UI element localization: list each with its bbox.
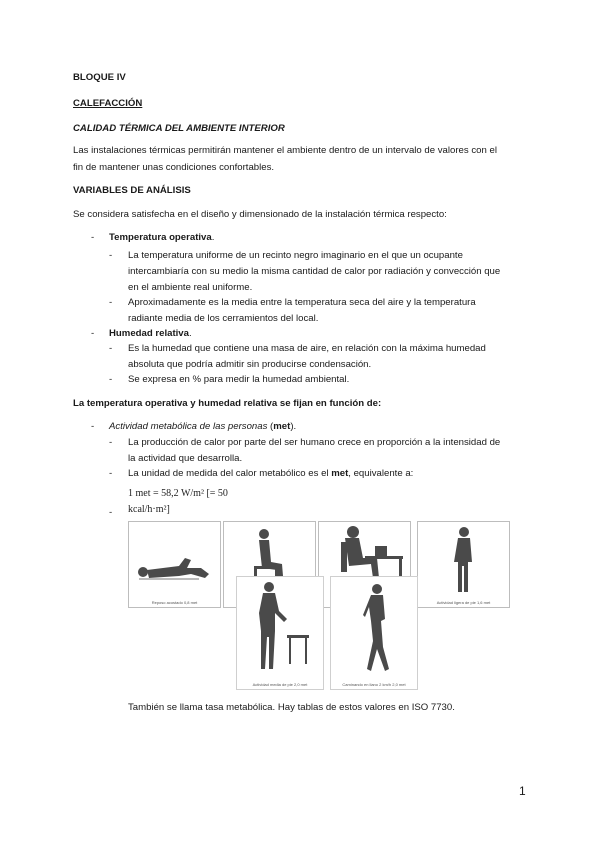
page-number: 1	[519, 784, 526, 798]
temp-op-label: Temperatura operativa	[109, 232, 212, 243]
figure-walking	[330, 576, 418, 690]
humidity-sub1-l2: absoluta que podría admitir sin producirse condensación.	[128, 359, 372, 370]
humidity-sub1-l1: Es la humedad que contiene una masa de aire, en relación con la máxima humedad	[128, 343, 486, 354]
bullet-dash: -	[91, 232, 95, 243]
met-label: Actividad metabólica de las personas	[109, 421, 268, 432]
bullet-dash: -	[109, 297, 113, 308]
standing-person-icon	[418, 522, 509, 607]
bullet-dash: -	[109, 343, 113, 354]
figure-working-standing	[236, 576, 324, 690]
variables-heading: VARIABLES DE ANÁLISIS	[73, 185, 191, 196]
bullet-dash: -	[91, 421, 95, 432]
temp-op-sub1-l3: en el ambiente real uniforme.	[128, 282, 253, 293]
bullet-dash: -	[109, 437, 113, 448]
temp-op-item: Temperatura operativa.	[109, 232, 215, 243]
block-title: BLOQUE IV	[73, 72, 126, 83]
met-sub1-l1: La producción de calor por parte del ser humano crece en proporción a la intensidad de	[128, 437, 501, 448]
intro-line-2: fin de mantener unas condiciones confortables.	[73, 162, 275, 173]
temp-op-sub2-l1: Aproximadamente es la media entre la temperatura seca del aire y la temperatura	[128, 297, 476, 308]
bullet-dash: -	[109, 507, 113, 518]
figure-standing	[417, 521, 510, 608]
met-item: Actividad metabólica de las personas (met).	[109, 421, 297, 432]
temp-op-sub2-l2: radiante media de los cerramientos del local.	[128, 313, 319, 324]
met-footer: También se llama tasa metabólica. Hay tablas de estos valores en ISO 7730.	[128, 702, 455, 713]
working-standing-icon	[237, 577, 323, 689]
bullet-dash: -	[109, 468, 113, 479]
humidity-label: Humedad relativa	[109, 328, 189, 339]
variables-intro: Se considera satisfecha en el diseño y dimensionado de la instalación térmica respecto:	[73, 209, 447, 220]
figure-caption: Actividad ligera de pie 1,6 met	[436, 600, 491, 605]
met-formula: 1 met = 58,2 W/m² [= 50 kcal/h·m²]	[128, 488, 228, 515]
temp-op-sub1-l2: intercambiaría con su medio la misma cantidad de calor por radiación y convección que	[128, 266, 501, 277]
fixed-heading: La temperatura operativa y humedad relativa se fijan en función de:	[73, 398, 382, 409]
figure-lying	[128, 521, 221, 608]
subsection-title: CALIDAD TÉRMICA DEL AMBIENTE INTERIOR	[73, 123, 285, 134]
bullet-dash: -	[109, 250, 113, 261]
met-sub1-l2: la actividad que desarrolla.	[128, 453, 243, 464]
bullet-dash: -	[109, 374, 113, 385]
intro-line-1: Las instalaciones térmicas permitirán mantener el ambiente dentro de un intervalo de valores con el	[73, 145, 497, 156]
humidity-item: Humedad relativa.	[109, 328, 192, 339]
temp-op-sub1-l1: La temperatura uniforme de un recinto negro imaginario en el que un ocupante	[128, 250, 463, 261]
figure-caption: Reposo acostado 0,8 met	[151, 600, 198, 605]
bullet-dash: -	[91, 328, 95, 339]
met-abbr: met	[273, 421, 291, 432]
figure-caption: Actividad media de pie 2,0 met	[252, 682, 308, 687]
humidity-sub2: Se expresa en % para medir la humedad ambiental.	[128, 374, 350, 385]
met-sub2: La unidad de medida del calor metabólico es el met, equivalente a:	[128, 468, 414, 479]
figure-caption: Caminando en llano 2 km/h 2,0 met	[342, 682, 406, 687]
walking-person-icon	[331, 577, 417, 689]
section-title: CALEFACCIÓN	[73, 98, 143, 109]
lying-person-icon	[129, 522, 220, 607]
